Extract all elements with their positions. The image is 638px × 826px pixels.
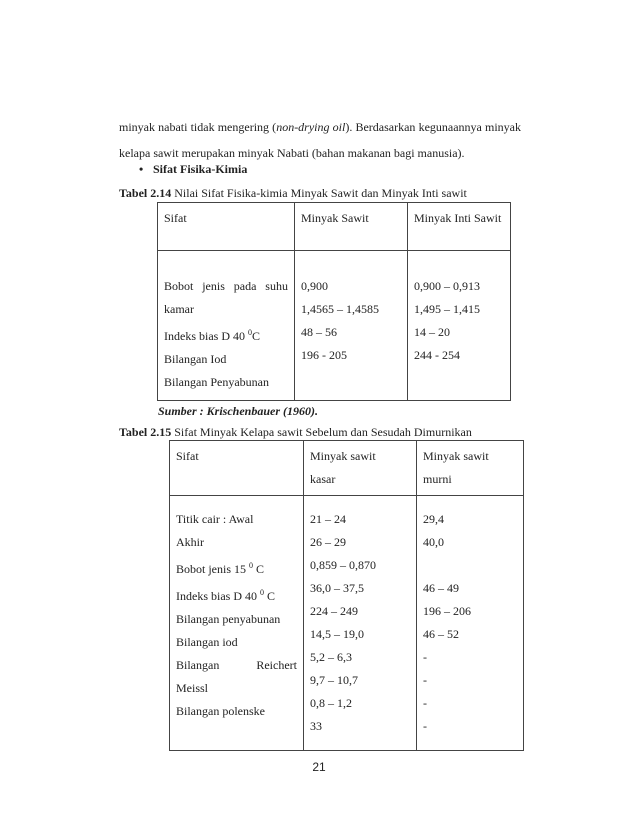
table2-value: 36,0 – 37,5 — [310, 581, 364, 595]
table2-caption-text: Sifat Minyak Kelapa sawit Sebelum dan Sesudah Dimurnikan — [171, 425, 472, 439]
table2-value: 5,2 – 6,3 — [310, 650, 352, 664]
table1-source: Sumber : Krischenbauer (1960). — [158, 404, 319, 418]
table1-header-minyak-inti-sawit: Minyak Inti Sawit — [408, 203, 511, 251]
page-number: 21 — [312, 760, 326, 774]
table1-value: 1,495 – 1,415 — [414, 302, 480, 316]
label-text: C — [264, 589, 276, 603]
table2-value: 46 – 52 — [423, 627, 459, 641]
table1-caption-text: Nilai Sifat Fisika-kimia Minyak Sawit dan Minyak Inti sawit — [171, 186, 467, 200]
table2-value: - — [423, 673, 427, 687]
table1-row3-label — [164, 321, 288, 348]
table1-sifat-cell — [158, 251, 295, 401]
table1-row5-label: Bilangan Penyabunan — [164, 375, 269, 389]
header-text: murni — [423, 472, 452, 486]
word: Bobot — [164, 279, 194, 293]
table2-header-kasar — [304, 441, 417, 496]
table2-label: Akhir — [176, 535, 204, 549]
intro-line-1 — [119, 113, 521, 141]
table1-value: 0,900 — [301, 279, 328, 293]
table1 — [157, 202, 511, 401]
table2-value: 196 – 206 — [423, 604, 471, 618]
table1-minyak-sawit-cell — [295, 251, 408, 401]
table2-value: 29,4 — [423, 512, 444, 526]
label-text: Reichert — [256, 658, 297, 672]
table2 — [169, 440, 524, 751]
section-heading: Sifat Fisika-Kimia — [153, 162, 248, 176]
word: suhu — [265, 279, 288, 293]
table1-value: 48 – 56 — [301, 325, 337, 339]
table1-value: 196 - 205 — [301, 348, 347, 362]
word: pada — [233, 279, 257, 293]
word: jenis — [202, 279, 225, 293]
table2-value: 33 — [310, 719, 322, 733]
table2-murni-cell — [417, 496, 524, 751]
intro-text: minyak nabati tidak mengering ( — [119, 120, 277, 134]
table2-label: Bilangan polenske — [176, 704, 265, 718]
table1-row4-label: Bilangan Iod — [164, 352, 227, 366]
label-text: Indeks bias D 40 — [176, 589, 260, 603]
table2-value: 0,8 – 1,2 — [310, 696, 352, 710]
table1-value: 244 - 254 — [414, 348, 460, 362]
table2-value: 46 – 49 — [423, 581, 459, 595]
table1-value: 0,900 – 0,913 — [414, 279, 480, 293]
table1-header-minyak-sawit: Minyak Sawit — [295, 203, 408, 251]
section-bullet — [139, 162, 247, 177]
table2-value: - — [423, 719, 427, 733]
header-text: Sifat — [176, 449, 199, 463]
table2-value: 14,5 – 19,0 — [310, 627, 364, 641]
table2-value: 26 – 29 — [310, 535, 346, 549]
table2-header-row — [170, 441, 524, 496]
table2-value: 9,7 – 10,7 — [310, 673, 358, 687]
table1-value: 14 – 20 — [414, 325, 450, 339]
table2-value: 40,0 — [423, 535, 444, 549]
table2-value: - — [423, 696, 427, 710]
label-text: Bobot jenis 15 — [176, 562, 250, 576]
bullet-icon: • — [139, 162, 144, 176]
table1-caption-label: Tabel 2.14 — [119, 186, 172, 200]
table1-row2-label: kamar — [164, 302, 194, 316]
table1-header-sifat: Sifat — [158, 203, 295, 251]
label-text: Bilangan — [176, 658, 220, 672]
table2-value: 224 – 249 — [310, 604, 358, 618]
table1-value: 1,4565 – 1,4585 — [301, 302, 379, 316]
table2-label — [176, 581, 297, 608]
table2-caption-label: Tabel 2.15 — [119, 425, 172, 439]
table2-label — [176, 654, 297, 677]
table1-caption — [119, 186, 467, 201]
table2-label: Bilangan penyabunan — [176, 612, 281, 626]
header-text: Minyak sawit — [423, 449, 489, 463]
intro-line-2: kelapa sawit merupakan minyak Nabati (bahan makanan bagi manusia). — [119, 146, 465, 160]
label-text: C — [253, 562, 265, 576]
table2-value: - — [423, 650, 427, 664]
table2-value: 0,859 – 0,870 — [310, 558, 376, 572]
table2-label-spacer — [176, 723, 297, 746]
header-text: kasar — [310, 472, 336, 486]
label-text: Indeks bias D 40 — [164, 329, 248, 343]
table-row — [158, 251, 511, 401]
table2-value — [423, 554, 517, 577]
table2-sifat-cell — [170, 496, 304, 751]
table-row — [170, 496, 524, 751]
table2-label: Meissl — [176, 681, 209, 695]
table1-row1-label — [164, 275, 288, 298]
superscript: 0 — [249, 561, 254, 570]
superscript: 0 — [248, 328, 252, 337]
table2-kasar-cell — [304, 496, 417, 751]
header-text: Minyak sawit — [310, 449, 376, 463]
table2-header-sifat — [170, 441, 304, 496]
label-text: C — [252, 329, 261, 343]
table2-value: 21 – 24 — [310, 512, 346, 526]
intro-italic-term: non-drying oil — [276, 120, 346, 134]
table1-minyak-inti-cell — [408, 251, 511, 401]
table2-caption — [119, 425, 472, 440]
table2-header-murni — [417, 441, 524, 496]
table2-label: Bilangan iod — [176, 635, 238, 649]
superscript: 0 — [260, 588, 264, 597]
table2-label — [176, 554, 297, 581]
table2-label: Titik cair : Awal — [176, 512, 254, 526]
table1-header-row — [158, 203, 511, 251]
intro-text: ). Berdasarkan kegunaannya minyak — [345, 120, 522, 134]
